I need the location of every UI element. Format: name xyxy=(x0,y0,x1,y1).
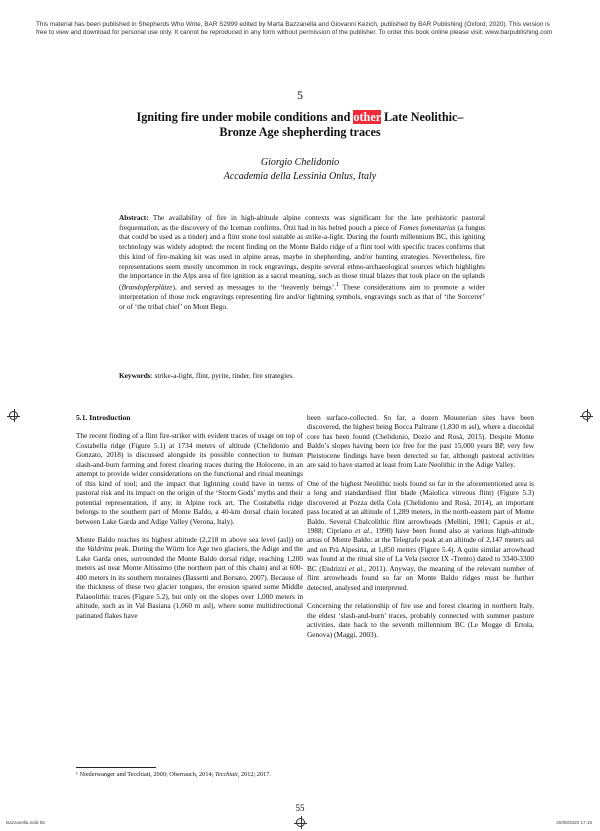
section-heading: 5.1. Introduction xyxy=(76,413,131,422)
abstract-term: Brandopferplätze xyxy=(121,282,173,292)
abstract-text-3: ), and served as messages to the ‘heavenly beings’. xyxy=(172,282,337,292)
et-al: et al. xyxy=(355,525,371,535)
paragraph-text: Monte Baldo reaches its highest altitude (2,218 m above sea level (asl)) on the xyxy=(76,534,303,554)
et-al: et al. xyxy=(516,516,533,526)
chapter-number: 5 xyxy=(297,88,303,102)
abstract-species: Fomes fomentarius xyxy=(399,222,456,232)
keywords-text: : strike-a-light, flint, pyrite, tinder, fire strategies. xyxy=(150,371,294,380)
right-column xyxy=(307,413,534,648)
paragraph xyxy=(76,431,303,526)
left-column xyxy=(76,413,303,629)
abstract-text-2: (a fungus that could be used as a tinder) and a flint stone tool suitable as strike-a-light. During the fourth millennium BC, this igniting technology was widely adopted: the recent finding on the Monte Baldo ridge of a flint tool with specific traces confirms that this kind of fire-making kit was used in alpine areas, maybe in shepherding, and/or hunting strategies. Nevertheless, fire representations seem mostly uncommon in rock engravings, despite several ethno-archaeological sources which highlights the importance in the Alps area of fire ignition as a sacral meaning, such as those ritual blazes that took place on the uplands ( xyxy=(119,222,485,292)
paragraph-text: The recent finding of a flint fire-striker with evident traces of usage on top of Costabella ridge (Figure 5.1) at 1734 meters of altitude (Chelidonio and Gonzato, 2018) is discussed alongside its possible connection to human slash-and-burn farming and forest clearing traces during the Holocene, in an attempt to provide wider considerations on the functional and ritual meanings of this kind of tool; and the impact that lightning could have in terms of pastoral risk and its impact on the origin of the ‘Storm Gods’ myths and their potential representation, if any, in Alpine rock art. The Costabella ridge belongs to the southern part of Monte Baldo, a 40-km dorsal chain located between Lake Garda and Adige Valley (Verona, Italy). xyxy=(76,431,303,526)
footnote xyxy=(76,771,303,779)
footnote-divider xyxy=(76,767,156,768)
author-name: Giorgio Chelidonio xyxy=(260,157,340,168)
author-affiliation: Accademia della Lessinia Onlus, Italy xyxy=(223,171,377,182)
copyright-notice: This material has been published in Shepherds Who Write, BAR S2999 edited by Marta Bazzanella and Giovanni Kezich, published by BAR Publishing (Oxford, 2020). This version is free to view and download for personal use only. It cannot be reproduced in any form without permission of the publisher. To order this book online please visit: www.barpublishing.com xyxy=(36,21,553,37)
paragraph-text: peak. During the Würm Ice Age two glaciers, the Adige and the Lake Garda ones, surrounded the Monte Baldo dorsal ridge, reaching 1,200 meters asl near Monte Altissimo (the northern part of this chain) and at 600-400 meters in its southern moraines (Bassetti and Borsato, 2007). Because of the thickness of these two glacier tongues, the erosion spared some Middle Palaeolithic traces (Figure 5.2), but only on the slopes over 1,000 meters in altitude, such as in Val Basiana (1,060 m asl), where some multidirectional patinated flakes have xyxy=(76,544,304,620)
footnote-ref[interactable]: 1 xyxy=(336,281,340,288)
paragraph xyxy=(76,535,303,620)
slug-right: 20/08/2020 17:16 xyxy=(556,820,592,825)
abstract-text-4: These considerations aim to promote a wider interpretation of those rock engravings representing fire and/or lightning symbols, engravings such as that of ‘the Sorcerer’ or of ‘the tribal chief’ on Mont Bego. xyxy=(119,282,486,311)
keywords-label: Keywords xyxy=(119,371,151,380)
chapter-title xyxy=(120,110,480,140)
page-number: 55 xyxy=(295,803,305,813)
paragraph xyxy=(307,413,534,470)
registration-mark-icon xyxy=(296,818,305,827)
paragraph xyxy=(307,479,534,592)
title-highlight: other xyxy=(353,110,381,124)
keywords xyxy=(119,371,485,380)
paragraph-text: , 1990) have been found also at various high-altitude areas of Monte Baldo: at the Telegrafo peak at an altitude of 2,147 meters asl and on Prà Alpesina, at 1,850 meters (Figure 5.4). A quite similar arrowhead was found at the ritual site of La Vela (sector IX -Trento) dated to 3340-3300 BC (Endrizzi xyxy=(307,525,535,573)
paragraph-text: been surface-collected. So far, a dozen Mousterian sites have been discovered, the highest being Bocca Paltrane (1,830 m asl), where a discoidal core has been found (Chelidonio, Dozio and Rosà, 2015). Despite Monte Baldo’s slopes having been ice free for the past 15,000 years BP, very few Pleistocene findings have been detected so far, although pastoral activities are said to have started at least from Late Neolithic in the Adige Valley. xyxy=(307,413,534,470)
paragraph-text: , 2011). Anyway, the meaning of the relevant number of flint arrowheads found so far on Monte Baldo ridges must be further detected, analysed and interpreted. xyxy=(307,563,535,592)
abstract xyxy=(119,213,485,311)
paragraph-text: , 1988; Cipriano xyxy=(307,516,534,535)
place-name: Valdritta xyxy=(87,544,113,554)
paragraph xyxy=(307,601,534,639)
footnote-author: Tecchiati xyxy=(214,771,238,778)
abstract-text-1: The availability of fire in high-altitude alpine contexts was significant for the late prehistoric pastoral frequentation, as the discovery of the Iceman confirms. Ötzi had in his belted pouch a piece of xyxy=(119,213,485,232)
paragraph-text: Concerning the relationship of fire use and forest clearing in northern Italy, the eldest ‘slash-and-burn’ traces, probably connected with summer pasture activities, date back to the seventh millennium BC (Le Mogge di Ertola, Genova) (Maggi, 2003). xyxy=(307,601,534,639)
footnote-text: , 2012; 2017. xyxy=(237,771,272,778)
title-part-2: Late Neolithic–Bronze Age shepherding traces xyxy=(219,110,464,139)
paragraph-text: One of the highest Neolithic tools found so far in the aforementioned area is a long and standardised flint blade (Maiolica vitreous flint) (Figure 5.3) discovered at Pozza della Cola (Chelidonio and Rosà, 2014), an important pass located at an altitude of 1,289 meters, in the north-eastern part of Monte Baldo. Several Chalcolithic flint arrowheads (Mellini, 1981; Capuis xyxy=(307,478,534,526)
footnote-text: ¹ Niederwanger and Tecchiati, 2000; Oberrauch, 2014; xyxy=(76,771,215,778)
abstract-label: Abstract: xyxy=(119,213,149,222)
author-block xyxy=(0,156,600,184)
registration-mark-icon xyxy=(9,411,18,420)
title-part-1: Igniting fire under mobile conditions and xyxy=(136,110,354,124)
slug-left: Bazzanella.indd 55 xyxy=(6,820,45,825)
et-al: et al. xyxy=(348,563,365,573)
registration-mark-icon xyxy=(582,411,591,420)
